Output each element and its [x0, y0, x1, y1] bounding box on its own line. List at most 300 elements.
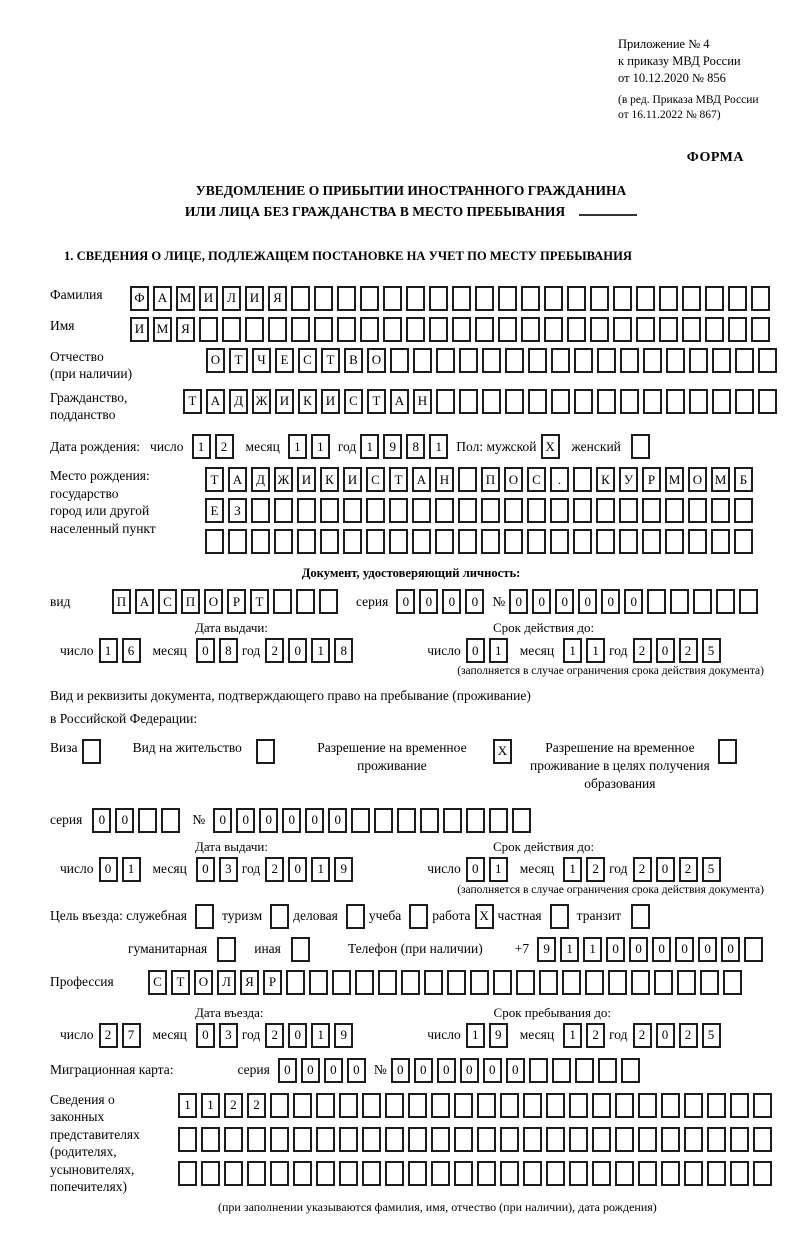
char-cell[interactable]: 8 [219, 638, 238, 663]
char-cell[interactable] [661, 1093, 680, 1118]
char-cell[interactable]: О [688, 467, 707, 492]
char-cell[interactable]: 0 [282, 808, 301, 833]
char-cell[interactable] [642, 498, 661, 523]
char-cell[interactable]: Е [275, 348, 294, 373]
char-cell[interactable]: 0 [236, 808, 255, 833]
char-cell[interactable] [730, 1161, 749, 1186]
char-cell[interactable]: 0 [624, 589, 643, 614]
char-cell[interactable] [435, 498, 454, 523]
char-cell[interactable] [562, 970, 581, 995]
char-cell[interactable]: О [206, 348, 225, 373]
char-cell[interactable] [314, 317, 333, 342]
char-cell[interactable]: 0 [532, 589, 551, 614]
entry-year-input[interactable] [265, 1023, 357, 1048]
char-cell[interactable]: И [275, 389, 294, 414]
id-series-input[interactable] [396, 589, 488, 614]
char-cell[interactable]: М [176, 286, 195, 311]
char-cell[interactable]: 9 [334, 1023, 353, 1048]
char-cell[interactable]: 8 [406, 434, 425, 459]
char-cell[interactable] [642, 529, 661, 554]
char-cell[interactable]: 0 [305, 808, 324, 833]
char-cell[interactable] [362, 1161, 381, 1186]
char-cell[interactable]: И [297, 467, 316, 492]
char-cell[interactable] [256, 739, 275, 764]
char-cell[interactable] [597, 348, 616, 373]
char-cell[interactable] [734, 498, 753, 523]
char-cell[interactable] [458, 529, 477, 554]
char-cell[interactable] [516, 970, 535, 995]
char-cell[interactable]: О [367, 348, 386, 373]
char-cell[interactable] [647, 589, 666, 614]
char-cell[interactable] [659, 286, 678, 311]
char-cell[interactable] [270, 1093, 289, 1118]
char-cell[interactable] [429, 286, 448, 311]
char-cell[interactable] [688, 529, 707, 554]
char-cell[interactable] [314, 286, 333, 311]
char-cell[interactable]: С [527, 467, 546, 492]
char-cell[interactable]: 0 [347, 1058, 366, 1083]
char-cell[interactable] [631, 434, 650, 459]
citizenship-input[interactable] [183, 389, 781, 414]
char-cell[interactable]: 0 [414, 1058, 433, 1083]
purpose-transit-checkbox[interactable] [631, 904, 654, 929]
char-cell[interactable] [429, 317, 448, 342]
char-cell[interactable]: 2 [265, 857, 284, 882]
char-cell[interactable]: 0 [288, 638, 307, 663]
char-cell[interactable]: 0 [442, 589, 461, 614]
char-cell[interactable] [523, 1127, 542, 1152]
char-cell[interactable]: 1 [288, 434, 307, 459]
char-cell[interactable]: 2 [265, 638, 284, 663]
char-cell[interactable]: К [298, 389, 317, 414]
char-cell[interactable]: 0 [601, 589, 620, 614]
purpose-official-checkbox[interactable] [195, 904, 218, 929]
char-cell[interactable] [293, 1127, 312, 1152]
char-cell[interactable] [544, 317, 563, 342]
char-cell[interactable]: 1 [178, 1093, 197, 1118]
birth-month-input[interactable] [288, 434, 334, 459]
char-cell[interactable] [504, 498, 523, 523]
char-cell[interactable] [539, 970, 558, 995]
char-cell[interactable]: В [344, 348, 363, 373]
char-cell[interactable] [638, 1161, 657, 1186]
birthplace-row1-input[interactable] [205, 467, 757, 492]
char-cell[interactable] [705, 317, 724, 342]
res-valid-day-input[interactable] [466, 857, 512, 882]
char-cell[interactable] [339, 1161, 358, 1186]
char-cell[interactable] [596, 529, 615, 554]
char-cell[interactable] [730, 1127, 749, 1152]
char-cell[interactable] [734, 529, 753, 554]
char-cell[interactable] [217, 937, 236, 962]
res-issue-day-input[interactable] [99, 857, 145, 882]
char-cell[interactable]: 0 [278, 1058, 297, 1083]
char-cell[interactable] [689, 389, 708, 414]
char-cell[interactable] [431, 1127, 450, 1152]
char-cell[interactable] [529, 1058, 548, 1083]
char-cell[interactable]: 1 [201, 1093, 220, 1118]
char-cell[interactable] [138, 808, 157, 833]
temp-residence-checkbox[interactable] [493, 739, 516, 764]
char-cell[interactable]: 0 [288, 1023, 307, 1048]
char-cell[interactable] [383, 317, 402, 342]
char-cell[interactable] [293, 1161, 312, 1186]
char-cell[interactable] [389, 498, 408, 523]
char-cell[interactable]: С [148, 970, 167, 995]
char-cell[interactable] [454, 1161, 473, 1186]
char-cell[interactable]: 2 [265, 1023, 284, 1048]
char-cell[interactable]: 0 [721, 937, 740, 962]
char-cell[interactable]: X [475, 904, 494, 929]
char-cell[interactable]: 0 [419, 589, 438, 614]
char-cell[interactable]: Ж [274, 467, 293, 492]
purpose-business-checkbox[interactable] [346, 904, 369, 929]
char-cell[interactable] [291, 286, 310, 311]
char-cell[interactable] [521, 286, 540, 311]
char-cell[interactable] [574, 348, 593, 373]
legal-reps-row3-input[interactable] [178, 1161, 776, 1186]
char-cell[interactable]: С [366, 467, 385, 492]
char-cell[interactable] [493, 970, 512, 995]
char-cell[interactable] [638, 1127, 657, 1152]
char-cell[interactable] [498, 317, 517, 342]
char-cell[interactable] [551, 348, 570, 373]
char-cell[interactable] [707, 1127, 726, 1152]
char-cell[interactable] [523, 1093, 542, 1118]
char-cell[interactable] [199, 317, 218, 342]
char-cell[interactable] [355, 970, 374, 995]
char-cell[interactable] [500, 1127, 519, 1152]
char-cell[interactable]: 0 [196, 1023, 215, 1048]
char-cell[interactable] [409, 904, 428, 929]
char-cell[interactable] [296, 589, 315, 614]
char-cell[interactable]: 0 [606, 937, 625, 962]
char-cell[interactable]: Т [171, 970, 190, 995]
char-cell[interactable] [569, 1127, 588, 1152]
char-cell[interactable] [245, 317, 264, 342]
char-cell[interactable]: 2 [633, 857, 652, 882]
char-cell[interactable] [688, 498, 707, 523]
char-cell[interactable] [270, 904, 289, 929]
purpose-work-checkbox[interactable] [475, 904, 498, 929]
char-cell[interactable] [337, 317, 356, 342]
char-cell[interactable] [401, 970, 420, 995]
char-cell[interactable] [527, 529, 546, 554]
char-cell[interactable] [436, 389, 455, 414]
char-cell[interactable] [569, 1161, 588, 1186]
char-cell[interactable]: Ч [252, 348, 271, 373]
char-cell[interactable] [420, 808, 439, 833]
char-cell[interactable]: 1 [122, 857, 141, 882]
phone-input[interactable] [537, 937, 767, 962]
char-cell[interactable] [711, 498, 730, 523]
char-cell[interactable] [366, 529, 385, 554]
char-cell[interactable] [682, 286, 701, 311]
char-cell[interactable]: 0 [99, 857, 118, 882]
char-cell[interactable]: А [412, 467, 431, 492]
char-cell[interactable] [286, 970, 305, 995]
char-cell[interactable] [528, 348, 547, 373]
char-cell[interactable] [659, 317, 678, 342]
char-cell[interactable] [636, 317, 655, 342]
char-cell[interactable]: А [228, 467, 247, 492]
char-cell[interactable]: Е [205, 498, 224, 523]
char-cell[interactable]: 1 [560, 937, 579, 962]
char-cell[interactable]: М [665, 467, 684, 492]
char-cell[interactable]: С [158, 589, 177, 614]
char-cell[interactable]: . [550, 467, 569, 492]
char-cell[interactable]: Ф [130, 286, 149, 311]
char-cell[interactable] [707, 1093, 726, 1118]
birth-day-input[interactable] [192, 434, 238, 459]
char-cell[interactable]: 1 [583, 937, 602, 962]
char-cell[interactable] [707, 1161, 726, 1186]
char-cell[interactable]: Н [435, 467, 454, 492]
visa-checkbox[interactable] [82, 739, 105, 764]
char-cell[interactable]: 1 [563, 1023, 582, 1048]
sex-male-checkbox[interactable] [541, 434, 564, 459]
char-cell[interactable]: А [153, 286, 172, 311]
char-cell[interactable] [544, 286, 563, 311]
res-number-input[interactable] [213, 808, 535, 833]
char-cell[interactable] [596, 498, 615, 523]
char-cell[interactable] [567, 317, 586, 342]
char-cell[interactable]: 0 [92, 808, 111, 833]
char-cell[interactable] [735, 348, 754, 373]
char-cell[interactable] [527, 498, 546, 523]
char-cell[interactable]: 0 [259, 808, 278, 833]
char-cell[interactable]: И [199, 286, 218, 311]
id-valid-day-input[interactable] [466, 638, 512, 663]
birthplace-row2-input[interactable] [205, 498, 757, 523]
entry-day-input[interactable] [99, 1023, 145, 1048]
char-cell[interactable]: 2 [633, 1023, 652, 1048]
char-cell[interactable] [621, 1058, 640, 1083]
purpose-humanitarian-checkbox[interactable] [217, 937, 240, 962]
char-cell[interactable] [573, 467, 592, 492]
birthplace-row3-input[interactable] [205, 529, 757, 554]
char-cell[interactable]: 2 [224, 1093, 243, 1118]
char-cell[interactable] [643, 389, 662, 414]
char-cell[interactable]: 0 [656, 1023, 675, 1048]
char-cell[interactable] [274, 498, 293, 523]
char-cell[interactable] [631, 904, 650, 929]
char-cell[interactable]: Т [250, 589, 269, 614]
char-cell[interactable] [297, 529, 316, 554]
char-cell[interactable]: У [619, 467, 638, 492]
char-cell[interactable] [585, 970, 604, 995]
char-cell[interactable]: И [343, 467, 362, 492]
char-cell[interactable] [431, 1161, 450, 1186]
char-cell[interactable] [489, 808, 508, 833]
char-cell[interactable]: 0 [213, 808, 232, 833]
char-cell[interactable] [521, 317, 540, 342]
char-cell[interactable]: П [112, 589, 131, 614]
char-cell[interactable]: 1 [586, 638, 605, 663]
char-cell[interactable]: 2 [586, 857, 605, 882]
char-cell[interactable] [412, 529, 431, 554]
char-cell[interactable] [383, 286, 402, 311]
char-cell[interactable] [459, 348, 478, 373]
res-issue-month-input[interactable] [196, 857, 242, 882]
residence-permit-checkbox[interactable] [256, 739, 279, 764]
char-cell[interactable] [454, 1093, 473, 1118]
char-cell[interactable] [573, 529, 592, 554]
char-cell[interactable] [753, 1161, 772, 1186]
char-cell[interactable] [351, 808, 370, 833]
char-cell[interactable] [477, 1093, 496, 1118]
char-cell[interactable] [390, 348, 409, 373]
char-cell[interactable] [228, 529, 247, 554]
mc-series-input[interactable] [278, 1058, 370, 1083]
char-cell[interactable]: Р [263, 970, 282, 995]
char-cell[interactable]: 0 [506, 1058, 525, 1083]
char-cell[interactable] [224, 1127, 243, 1152]
char-cell[interactable]: Т [205, 467, 224, 492]
char-cell[interactable]: 9 [383, 434, 402, 459]
char-cell[interactable] [273, 589, 292, 614]
char-cell[interactable]: О [194, 970, 213, 995]
char-cell[interactable]: О [204, 589, 223, 614]
char-cell[interactable] [436, 348, 455, 373]
char-cell[interactable] [431, 1093, 450, 1118]
char-cell[interactable] [693, 589, 712, 614]
char-cell[interactable] [466, 808, 485, 833]
char-cell[interactable] [320, 529, 339, 554]
char-cell[interactable] [615, 1161, 634, 1186]
char-cell[interactable]: К [320, 467, 339, 492]
char-cell[interactable] [406, 317, 425, 342]
char-cell[interactable] [712, 389, 731, 414]
char-cell[interactable] [408, 1093, 427, 1118]
char-cell[interactable]: Д [251, 467, 270, 492]
char-cell[interactable] [222, 317, 241, 342]
char-cell[interactable]: 1 [311, 857, 330, 882]
char-cell[interactable] [758, 389, 777, 414]
char-cell[interactable] [458, 467, 477, 492]
char-cell[interactable] [598, 1058, 617, 1083]
char-cell[interactable] [620, 389, 639, 414]
char-cell[interactable]: 0 [396, 589, 415, 614]
char-cell[interactable] [270, 1161, 289, 1186]
name-input[interactable] [130, 317, 774, 342]
char-cell[interactable] [613, 317, 632, 342]
char-cell[interactable] [665, 529, 684, 554]
doc-type-input[interactable] [112, 589, 342, 614]
char-cell[interactable] [482, 348, 501, 373]
char-cell[interactable]: Т [367, 389, 386, 414]
char-cell[interactable]: Я [240, 970, 259, 995]
char-cell[interactable] [666, 389, 685, 414]
char-cell[interactable]: Б [734, 467, 753, 492]
char-cell[interactable] [477, 1161, 496, 1186]
char-cell[interactable]: 0 [196, 857, 215, 882]
char-cell[interactable] [590, 317, 609, 342]
char-cell[interactable]: 9 [537, 937, 556, 962]
char-cell[interactable] [343, 529, 362, 554]
id-issue-year-input[interactable] [265, 638, 357, 663]
char-cell[interactable] [615, 1093, 634, 1118]
char-cell[interactable]: 1 [466, 1023, 485, 1048]
char-cell[interactable] [500, 1161, 519, 1186]
char-cell[interactable] [684, 1127, 703, 1152]
char-cell[interactable]: И [321, 389, 340, 414]
char-cell[interactable] [700, 970, 719, 995]
char-cell[interactable]: С [298, 348, 317, 373]
char-cell[interactable] [500, 1093, 519, 1118]
char-cell[interactable]: 1 [311, 1023, 330, 1048]
char-cell[interactable] [636, 286, 655, 311]
char-cell[interactable]: 0 [555, 589, 574, 614]
char-cell[interactable] [332, 970, 351, 995]
char-cell[interactable] [730, 1093, 749, 1118]
char-cell[interactable] [412, 498, 431, 523]
char-cell[interactable]: С [344, 389, 363, 414]
char-cell[interactable] [339, 1093, 358, 1118]
char-cell[interactable]: 0 [656, 857, 675, 882]
char-cell[interactable] [224, 1161, 243, 1186]
char-cell[interactable] [638, 1093, 657, 1118]
char-cell[interactable]: Я [268, 286, 287, 311]
char-cell[interactable] [575, 1058, 594, 1083]
char-cell[interactable] [608, 970, 627, 995]
char-cell[interactable] [723, 970, 742, 995]
char-cell[interactable]: 8 [334, 638, 353, 663]
char-cell[interactable] [550, 904, 569, 929]
char-cell[interactable]: 7 [122, 1023, 141, 1048]
char-cell[interactable] [360, 317, 379, 342]
char-cell[interactable] [378, 970, 397, 995]
surname-input[interactable] [130, 286, 774, 311]
char-cell[interactable] [475, 286, 494, 311]
char-cell[interactable] [274, 529, 293, 554]
char-cell[interactable] [320, 498, 339, 523]
char-cell[interactable]: 0 [466, 857, 485, 882]
stay-year-input[interactable] [633, 1023, 725, 1048]
profession-input[interactable] [148, 970, 746, 995]
char-cell[interactable]: Л [217, 970, 236, 995]
char-cell[interactable]: 0 [391, 1058, 410, 1083]
char-cell[interactable]: 9 [489, 1023, 508, 1048]
char-cell[interactable] [590, 286, 609, 311]
id-issue-month-input[interactable] [196, 638, 242, 663]
char-cell[interactable] [573, 498, 592, 523]
char-cell[interactable]: 5 [702, 857, 721, 882]
char-cell[interactable] [459, 389, 478, 414]
char-cell[interactable]: 0 [466, 638, 485, 663]
char-cell[interactable] [550, 498, 569, 523]
char-cell[interactable]: 2 [247, 1093, 266, 1118]
char-cell[interactable] [270, 1127, 289, 1152]
char-cell[interactable]: 0 [115, 808, 134, 833]
char-cell[interactable] [665, 498, 684, 523]
char-cell[interactable]: 2 [679, 1023, 698, 1048]
char-cell[interactable] [362, 1127, 381, 1152]
char-cell[interactable] [546, 1127, 565, 1152]
char-cell[interactable] [374, 808, 393, 833]
char-cell[interactable] [574, 389, 593, 414]
char-cell[interactable] [195, 904, 214, 929]
char-cell[interactable] [728, 317, 747, 342]
char-cell[interactable]: 3 [219, 1023, 238, 1048]
char-cell[interactable]: 2 [679, 638, 698, 663]
char-cell[interactable] [408, 1127, 427, 1152]
char-cell[interactable] [661, 1161, 680, 1186]
char-cell[interactable] [481, 529, 500, 554]
char-cell[interactable]: И [245, 286, 264, 311]
char-cell[interactable] [620, 348, 639, 373]
char-cell[interactable]: 1 [192, 434, 211, 459]
